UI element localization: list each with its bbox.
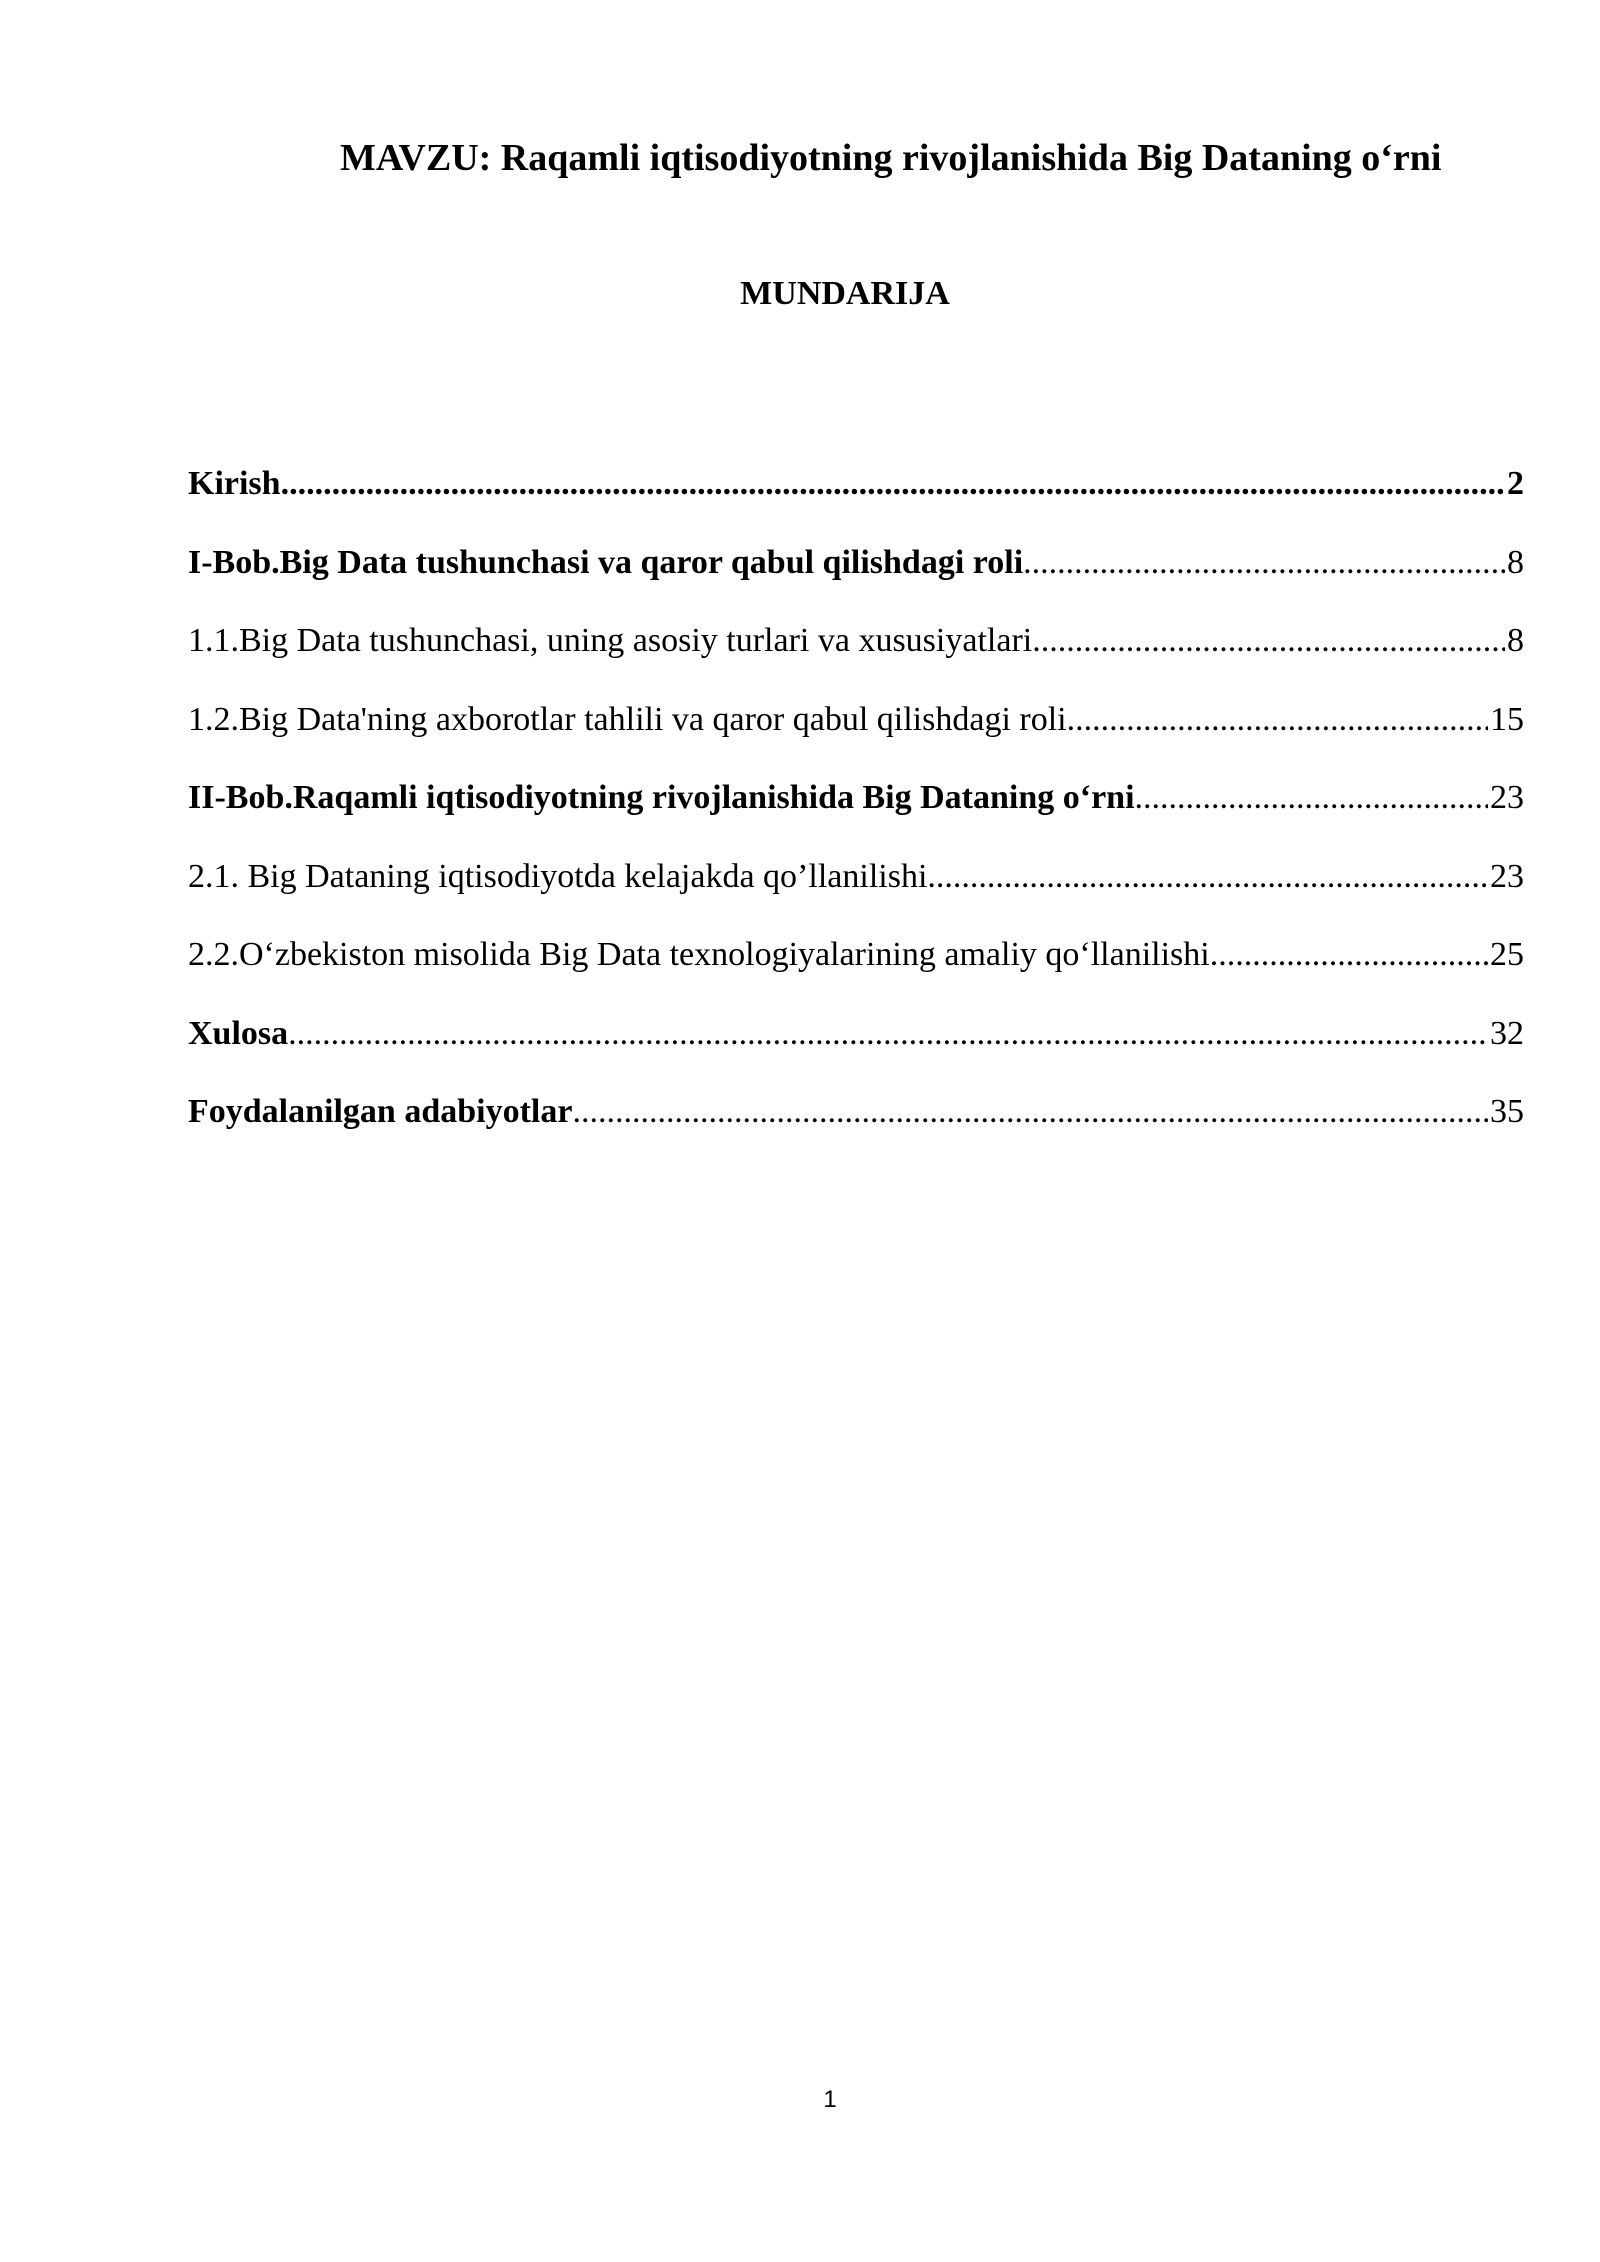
toc-entry-label: 2.2.O‘zbekiston misolida Big Data texnologiyalarining amaliy qo‘llanilishi <box>188 936 1210 973</box>
toc-entry-page: 2 <box>1507 465 1524 502</box>
toc-entry-label: II-Bob.Raqamli iqtisodiyotning rivojlanishida Big Dataning o‘rni <box>188 779 1135 816</box>
toc-entry[interactable] <box>188 465 1524 544</box>
topic-title: MAVZU: Raqamli iqtisodiyotning rivojlanishida Big Dataning o‘rni <box>340 137 1442 179</box>
toc-entry-page: 15 <box>1490 700 1524 738</box>
toc-entry-page: 23 <box>1490 857 1524 895</box>
dot-leader <box>1032 622 1505 660</box>
toc-heading: MUNDARIJA <box>740 275 950 312</box>
dot-leader <box>1067 701 1488 739</box>
toc-entry-page: 35 <box>1490 1093 1524 1130</box>
dot-leader <box>288 1015 1488 1053</box>
dot-leader <box>1210 936 1488 974</box>
toc-entry[interactable] <box>188 858 1524 937</box>
toc-entry-label: 2.1. Big Dataning iqtisodiyotda kelajakda qo’llanilishi <box>188 857 928 895</box>
toc-entry-page: 8 <box>1507 622 1524 659</box>
toc-entry-page: 8 <box>1507 543 1524 581</box>
table-of-contents <box>188 465 1524 1172</box>
page-number: 1 <box>823 2086 837 2113</box>
toc-entry-label: Xulosa <box>188 1014 289 1052</box>
toc-entry-label: Foydalanilgan adabiyotlar <box>188 1093 573 1130</box>
toc-entry[interactable] <box>188 779 1524 858</box>
toc-entry[interactable] <box>188 544 1524 623</box>
toc-entry[interactable] <box>188 701 1524 780</box>
dot-leader <box>572 1093 1488 1131</box>
toc-entry[interactable] <box>188 1015 1524 1094</box>
toc-entry-page: 32 <box>1490 1014 1524 1052</box>
toc-entry[interactable] <box>188 936 1524 1015</box>
toc-entry-label: I-Bob.Big Data tushunchasi va qaror qabul qilishdagi roli <box>188 543 1024 581</box>
dot-leader <box>927 858 1488 896</box>
toc-entry-label: 1.1.Big Data tushunchasi, uning asosiy turlari va xususiyatlari <box>188 622 1033 659</box>
toc-entry-label: 1.2.Big Data'ning axborotlar tahlili va qaror qabul qilishdagi roli <box>188 700 1067 738</box>
toc-entry[interactable] <box>188 622 1524 701</box>
toc-entry[interactable] <box>188 1093 1524 1172</box>
dot-leader <box>281 465 1505 503</box>
dot-leader <box>1135 779 1488 817</box>
toc-entry-page: 25 <box>1490 936 1524 973</box>
toc-entry-page: 23 <box>1490 779 1524 816</box>
dot-leader <box>1023 544 1505 582</box>
toc-entry-label: Kirish <box>188 465 281 502</box>
